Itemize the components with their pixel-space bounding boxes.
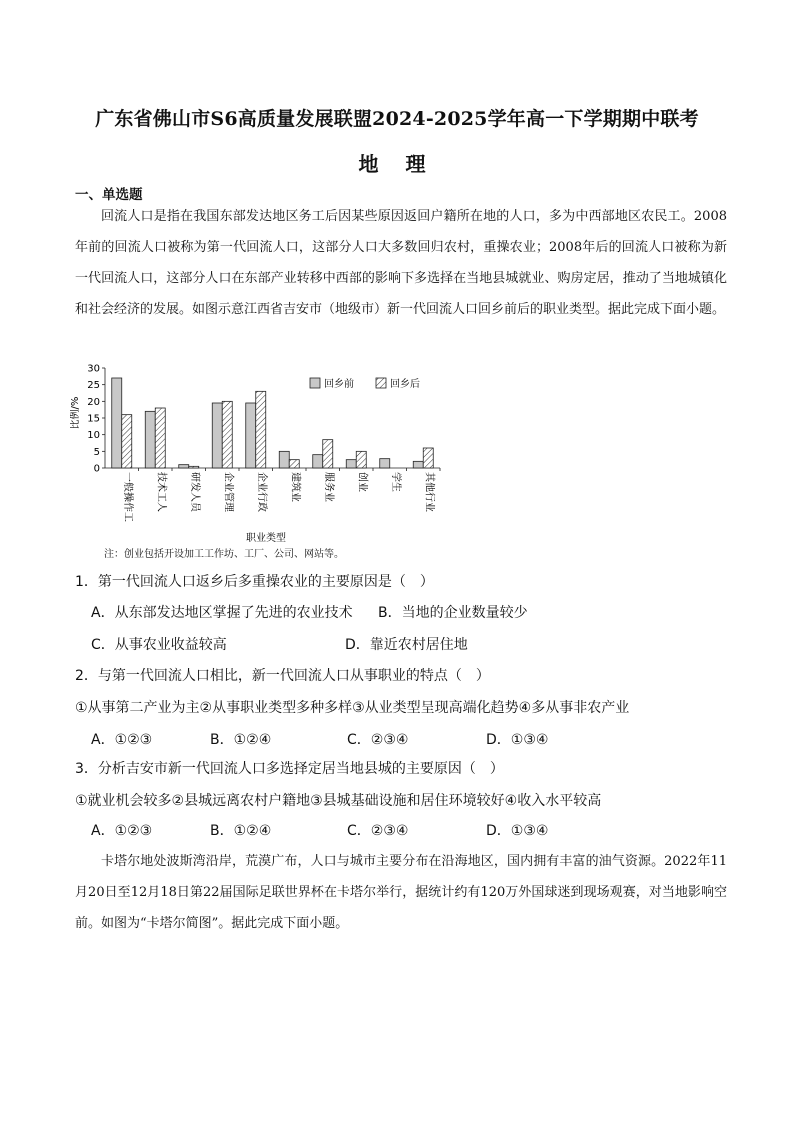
legend-swatch-before [310, 378, 320, 388]
q2-option-c[interactable]: C．②③④ [347, 732, 409, 748]
x-tick-label: 学生 [389, 472, 401, 492]
bar-after-3 [222, 401, 232, 468]
bar-after-5 [289, 460, 299, 468]
exam-title: 广东省佛山市S6高质量发展联盟2024-2025学年高一下学期期中联考 [95, 108, 699, 130]
bar-before-1 [145, 411, 155, 468]
y-tick-label: 15 [87, 413, 100, 425]
x-tick-label: 企业行政 [255, 472, 267, 512]
occupation-bar-chart [70, 358, 450, 543]
y-tick-label: 0 [93, 463, 100, 475]
q1-option-b[interactable]: B．当地的企业数量较少 [378, 605, 528, 621]
bar-before-5 [279, 451, 289, 468]
bar-before-7 [346, 460, 356, 468]
bar-before-9 [413, 461, 423, 468]
legend-swatch-after [376, 378, 386, 388]
bar-after-1 [155, 408, 165, 468]
q3-option-b[interactable]: B．①②④ [210, 823, 272, 839]
q1-option-a[interactable]: A．从东部发达地区掌握了先进的农业技术 [91, 605, 353, 621]
chart-note: 注：创业包括开设加工工作坊、工厂、公司、网站等。 [104, 549, 344, 560]
x-axis-label: 职业类型 [246, 533, 286, 543]
bar-after-2 [189, 466, 199, 468]
x-tick-label: 企业管理 [222, 472, 234, 512]
section-title: 一、单选题 [75, 187, 143, 203]
bar-after-7 [356, 451, 366, 468]
x-tick-label: 技术工人 [155, 472, 167, 512]
q2-option-d[interactable]: D．①③④ [486, 732, 549, 748]
y-tick-label: 30 [87, 363, 100, 375]
bar-before-2 [179, 465, 189, 468]
q3-option-c[interactable]: C．②③④ [347, 823, 409, 839]
bar-before-8 [380, 459, 390, 468]
legend-label-before: 回乡前 [324, 379, 354, 390]
x-tick-label: 建筑业 [289, 472, 301, 502]
x-tick-label: 服务业 [322, 472, 334, 502]
question-2-stem: 2．与第一代回流人口相比，新一代回流人口从事职业的特点（ ） [75, 668, 490, 684]
legend-label-after: 回乡后 [390, 379, 420, 390]
question-2-statements: ①从事第二产业为主②从事职业类型多种多样③从业类型呈现高端化趋势④多从事非农产业 [75, 700, 630, 716]
bar-after-9 [423, 448, 433, 468]
question-1-stem: 1．第一代回流人口返乡后多重操农业的主要原因是（ ） [75, 574, 434, 590]
bar-after-0 [122, 415, 132, 468]
bar-before-6 [313, 455, 323, 468]
y-tick-label: 20 [87, 396, 100, 408]
legend [310, 377, 420, 390]
x-tick-label: 其他行业 [423, 472, 435, 512]
y-tick-label: 10 [87, 430, 100, 442]
q2-option-b[interactable]: B．①②④ [210, 732, 272, 748]
y-tick-label: 25 [87, 380, 100, 392]
q1-option-c[interactable]: C．从事农业收益较高 [91, 637, 227, 653]
x-tick-label: 一般操作工 [121, 472, 133, 522]
y-tick-label: 5 [93, 446, 100, 458]
bar-before-0 [112, 378, 122, 468]
passage-2-text: 卡塔尔地处波斯湾沿岸，荒漠广布，人口与城市主要分布在沿海地区，国内拥有丰富的油气资源。2022年11月20日至12月18日第22届国际足联世界杯在卡塔尔举行，据统计约有120万外国球迷到现场观赛，对当地影响空前。如图为“卡塔尔简图”。据此完成下面小题。 [75, 854, 727, 931]
passage-2 [75, 846, 727, 939]
question-3-stem: 3．分析吉安市新一代回流人口多选择定居当地县城的主要原因（ ） [75, 761, 504, 777]
passage-1-text: 回流人口是指在我国东部发达地区务工后因某些原因返回户籍所在地的人口，多为中西部地区农民工。2008年前的回流人口被称为第一代回流人口，这部分人口大多数回归农村，重操农业；2008年后的回流人口被称为新一代回流人口，这部分人口在东部产业转移中西部的影响下多选择在当地县城就业、购房定居，推动了当地城镇化和社会经济的发展。如图示意江西省吉安市（地级市）新一代回流人口回乡前后的职业类型。据此完成下面小题。 [75, 209, 727, 317]
subject-title: 地 理 [358, 152, 436, 176]
question-3-statements: ①就业机会较多②县城远离农村户籍地③县城基础设施和居住环境较好④收入水平较高 [75, 793, 602, 809]
bar-after-6 [323, 440, 333, 468]
q1-option-d[interactable]: D．靠近农村居住地 [345, 637, 468, 653]
bar-before-3 [212, 403, 222, 468]
passage-1 [75, 201, 727, 325]
x-tick-label: 研发人员 [188, 472, 200, 512]
bar-after-4 [256, 391, 266, 468]
y-axis-label: 比例/% [70, 396, 81, 430]
bar-before-4 [246, 403, 256, 468]
x-tick-label: 创业 [356, 472, 368, 492]
q3-option-a[interactable]: A．①②③ [91, 823, 153, 839]
q3-option-d[interactable]: D．①③④ [486, 823, 549, 839]
q2-option-a[interactable]: A．①②③ [91, 732, 153, 748]
